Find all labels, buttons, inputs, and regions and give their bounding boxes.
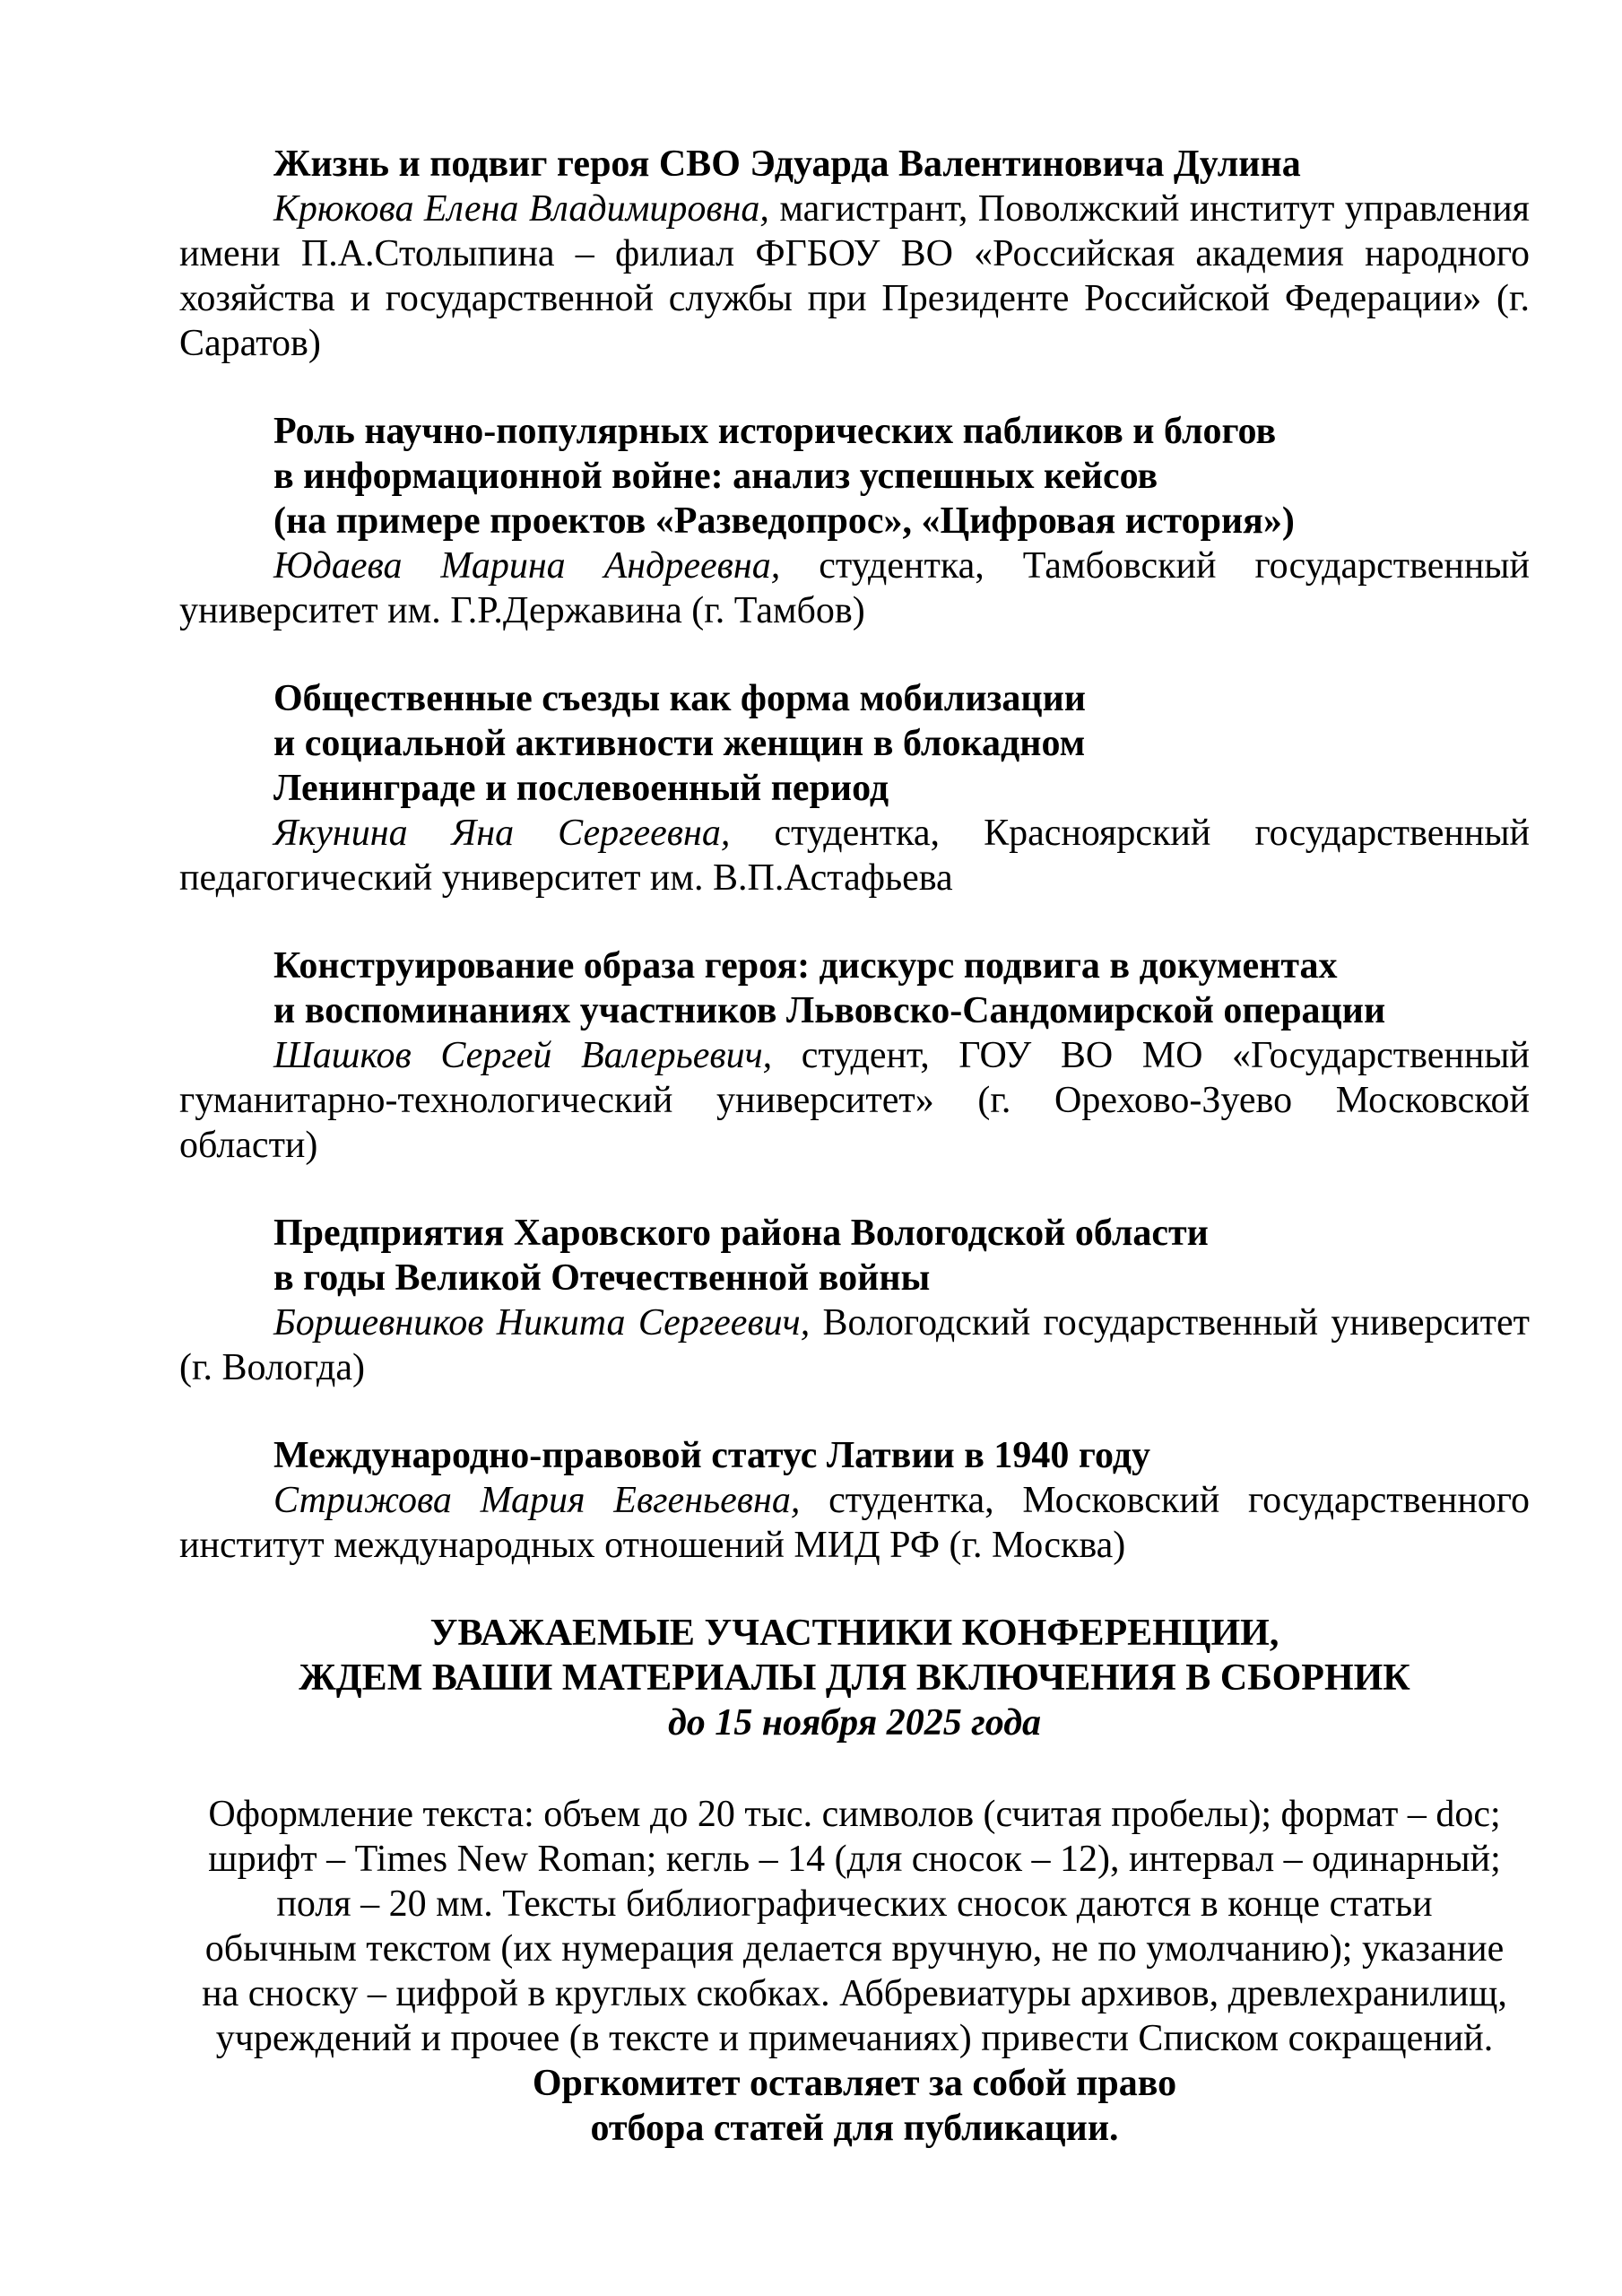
org-note-line: Оргкомитет оставляет за собой право <box>532 2063 1177 2104</box>
talk-entry <box>179 142 1530 366</box>
guideline-line: шрифт – Times New Roman; кегль – 14 (для сносок – 12), интервал – одинарный; <box>208 1839 1501 1880</box>
talk-title-line: Ленинграде и послевоенный период <box>273 768 889 809</box>
talk-author: Крюкова Елена Владимировна, <box>273 188 769 230</box>
org-note-line: отбора статей для публикации. <box>590 2108 1119 2149</box>
talk-title-line: (на примере проектов «Разведопрос», «Цифровая история») <box>273 500 1295 542</box>
guideline-line: учреждений и прочее (в тексте и примечаниях) привести Списком сокращений. <box>215 2018 1494 2059</box>
announcement-deadline: до 15 ноября 2025 года <box>667 1702 1042 1744</box>
talk-affiliation: студентка, Тамбовский государственный университет им. Г.Р.Державина (г. Тамбов) <box>179 545 1530 631</box>
page-content <box>179 142 1530 2151</box>
talk-byline <box>179 544 1530 633</box>
talk-entry <box>179 676 1530 900</box>
announcement-line: УВАЖАЕМЫЕ УЧАСТНИКИ КОНФЕРЕНЦИИ, <box>429 1613 1279 1654</box>
talk-author: Стрижова Мария Евгеньевна, <box>273 1480 801 1521</box>
talk-byline <box>179 1033 1530 1168</box>
talk-title-line: Общественные съезды как форма мобилизации <box>273 678 1086 719</box>
talk-byline <box>179 811 1530 900</box>
submission-guidelines <box>179 1792 1530 2061</box>
talk-byline <box>179 1300 1530 1390</box>
guideline-line: Оформление текста: объем до 20 тыс. символов (считая пробелы); формат – doc; <box>208 1794 1501 1835</box>
org-committee-note <box>179 2061 1530 2151</box>
talk-entry <box>179 944 1530 1168</box>
talk-title-line: Международно-правовой статус Латвии в 1940 году <box>273 1435 1150 1476</box>
guideline-line: на сноску – цифрой в круглых скобках. Аббревиатуры архивов, древлехранилищ, <box>202 1973 1507 2014</box>
talk-title-line: Роль научно-популярных исторических пабликов и блогов <box>273 411 1277 452</box>
talk-author: Боршевников Никита Сергеевич, <box>273 1302 811 1344</box>
talk-affiliation: студентка, Красноярский государственный педагогический университет им. В.П.Астафьева <box>179 813 1531 899</box>
talk-affiliation: магистрант, Поволжский институт управления имени П.А.Столыпина – филиал ФГБОУ ВО «Российская академия народного хозяйства и государственной службы при Президенте Российской Федерации» (г. Саратов) <box>179 188 1530 364</box>
announcement-line: ЖДЕМ ВАШИ МАТЕРИАЛЫ ДЛЯ ВКЛЮЧЕНИЯ В СБОРНИК <box>299 1657 1410 1699</box>
talk-byline <box>179 187 1530 366</box>
talk-title-line: Жизнь и подвиг героя СВО Эдуарда Валентиновича Дулина <box>273 144 1301 185</box>
talk-affiliation: Вологодский государственный университет (г. Вологда) <box>179 1302 1531 1388</box>
talk-entry <box>179 409 1530 633</box>
talk-author: Шашков Сергей Валерьевич, <box>273 1035 773 1076</box>
talk-affiliation: студент, ГОУ ВО МО «Государственный гуманитарно-технологический университет» (г. Орехово-Зуево Московской области) <box>179 1035 1530 1166</box>
talk-title-line: в информационной войне: анализ успешных кейсов <box>273 456 1158 497</box>
guideline-line: обычным текстом (их нумерация делается вручную, не по умолчанию); указание <box>204 1928 1505 1970</box>
talk-entry <box>179 1211 1530 1390</box>
talk-byline <box>179 1478 1530 1568</box>
talk-entry <box>179 1433 1530 1568</box>
talk-author: Якунина Яна Сергеевна, <box>273 813 731 854</box>
talk-affiliation: студентка, Московский государственного институт международных отношений МИД РФ (г. Москва) <box>179 1480 1530 1566</box>
talk-author: Юдаева Марина Андреевна, <box>273 545 781 587</box>
announcement <box>179 1611 1530 1745</box>
talk-title-line: и воспоминаниях участников Львовско-Сандомирской операции <box>273 990 1386 1031</box>
talk-title-line: и социальной активности женщин в блокадном <box>273 723 1086 764</box>
talk-title-line: Предприятия Харовского района Вологодской области <box>273 1213 1209 1254</box>
guideline-line: поля – 20 мм. Тексты библиографических сносок даются в конце статьи <box>276 1883 1433 1925</box>
talk-title-line: Конструирование образа героя: дискурс подвига в документах <box>273 945 1338 987</box>
talk-title-line: в годы Великой Отечественной войны <box>273 1257 931 1299</box>
